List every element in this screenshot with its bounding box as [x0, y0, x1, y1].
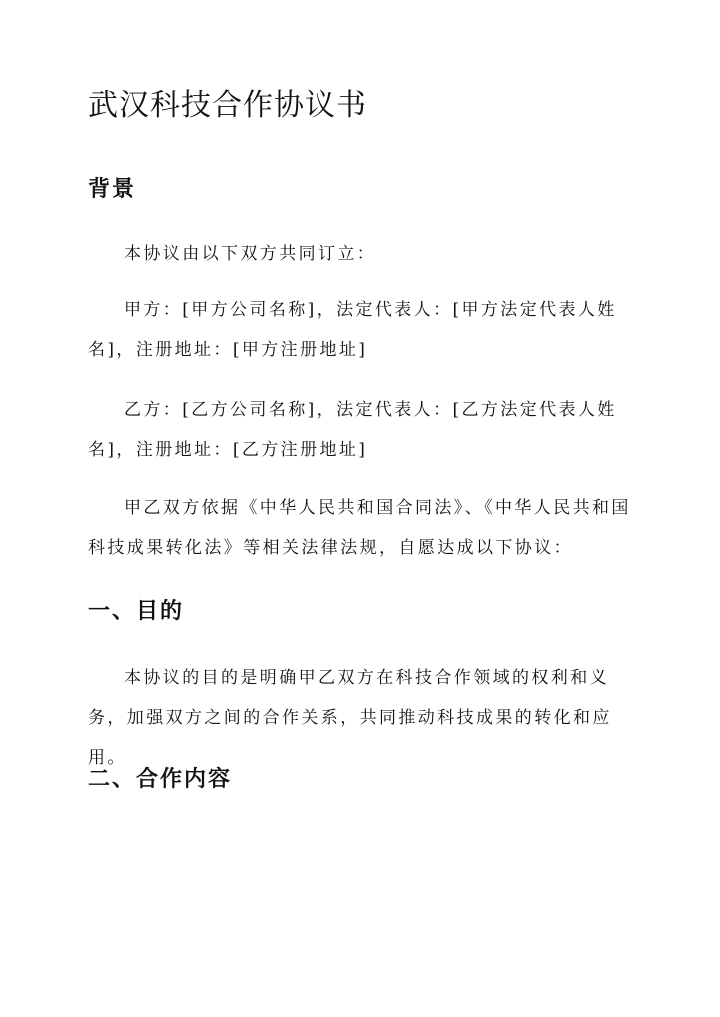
section-heading-cooperation-content: 二、合作内容	[88, 766, 233, 792]
section-heading-purpose: 一、目的	[88, 598, 185, 624]
paragraph-party-b: 乙方：[乙方公司名称]，法定代表人：[乙方法定代表人姓名]，注册地址：[乙方注册地址]	[88, 400, 617, 460]
paragraph-purpose: 本协议的目的是明确甲乙双方在科技合作领域的权利和义务，加强双方之间的合作关系，共同推动科技成果的转化和应用。	[88, 668, 612, 768]
paragraph-legal-basis: 甲乙双方依据《中华人民共和国合同法》、《中华人民共和国科技成果转化法》等相关法律法规，自愿达成以下协议：	[88, 498, 631, 558]
paragraph-parties-intro: 本协议由以下双方共同订立：	[124, 244, 377, 264]
paragraph-party-a: 甲方：[甲方公司名称]，法定代表人：[甲方法定代表人姓名]，注册地址：[甲方注册地址]	[88, 300, 617, 360]
document-title: 武汉科技合作协议书	[88, 88, 367, 123]
section-heading-background: 背景	[88, 176, 137, 202]
